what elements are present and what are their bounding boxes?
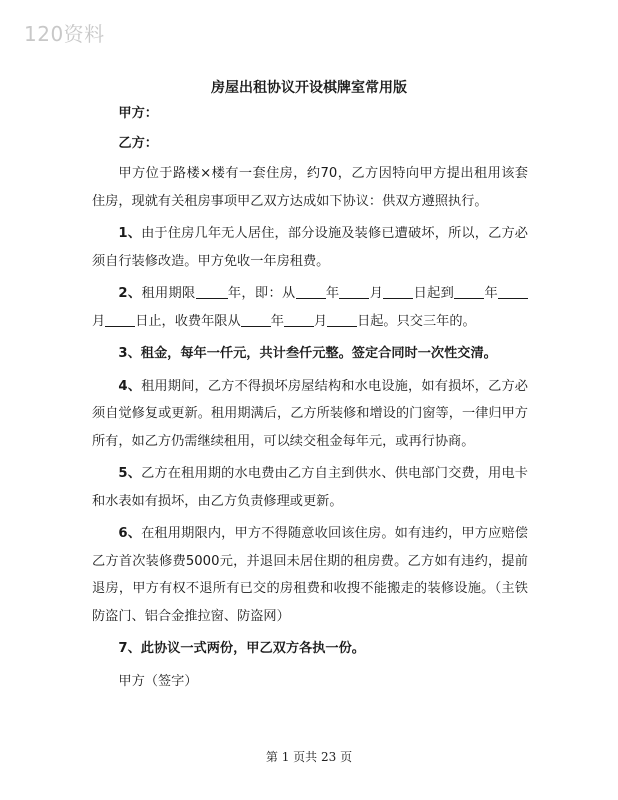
fill-blank [498,284,528,299]
clause-text: 租用期限 [141,286,196,301]
clause-text: 月 [369,286,384,301]
party-a-label: 甲方： [118,106,158,121]
intro-paragraph: 甲方位于路楼×楼有一套住房，约70，乙方因特向甲方提出租用该套住房，现就有关租房事项甲乙双方达成如下协议：供双方遵照执行。 [92,166,528,209]
clause-number: 1、 [118,226,142,241]
clause-text: 由于住房几年无人居住，部分设施及装修已遭破坏，所以，乙方必须自行装修改造。甲方免收一年房租费。 [92,226,528,269]
clause-text: 租金，每年一仟元，共计叁仟元整。签定合同时一次性交清。 [140,346,497,361]
clause-text: 月 [92,313,106,329]
clause-text: 此协议一式两份，甲乙双方各执一份。 [140,641,365,656]
fill-blank [383,284,413,299]
clause-text: 年 [484,286,499,301]
clause-text: 年 [270,313,284,329]
clause-text: 日止，收费年限从 [135,313,241,329]
clause-number: 2、 [118,286,142,301]
clause-text: 年 [325,286,340,301]
fill-blank [241,312,271,327]
clause-text: 租用期间，乙方不得损坏房屋结构和水电设施，如有损坏，乙方必须自觉修复或更新。租用期满后，乙方所装修和增设的门窗等，一律归甲方所有，如乙方仍需继续租用，可以续交租金每年元，或再行协商。 [92,378,528,449]
fill-blank [327,312,357,327]
clause-number: 4、 [118,378,142,394]
clause-number: 5、 [118,466,142,481]
clause-text: 日起到 [413,286,455,301]
watermark: 120资料 [24,22,105,46]
clause-7 [92,635,528,663]
signature-party-a: 甲方（签字） [118,673,198,689]
clause-number: 6、 [118,526,142,541]
clause-3 [92,340,528,368]
clause-4 [92,373,528,456]
fill-blank [196,284,228,299]
clause-text: 年，即：从 [227,286,296,301]
clause-text: 乙方在租用期的水电费由乙方自主到供水、供电部门交费，用电卡和水表如有损坏，由乙方负责修理或更新。 [92,466,528,509]
fill-blank [296,284,326,299]
clause-6 [92,520,528,630]
fill-blank [284,312,314,327]
fill-blank [105,312,135,327]
document-body [92,100,528,700]
clause-text: 在租用期限内，甲方不得随意收回该住房。如有违约，甲方应赔偿乙方首次装修费5000元，并退回未居住期的租房费。乙方如有违约，提前退房，甲方有权不退所有已交的房租费和收搜不能搬走的装修设施。（主铁防盗门、铝合金推拉窗、防盗网） [92,526,528,624]
clause-2 [92,280,528,335]
clause-5 [92,460,528,515]
party-b-label: 乙方： [118,136,158,151]
document-title: 房屋出租协议开设棋牌室常用版 [211,80,407,96]
clause-number: 3、 [118,346,141,361]
clause-number: 7、 [118,641,141,656]
fill-blank [454,284,484,299]
page-footer: 第 1 页共 23 页 [265,750,353,764]
clause-text: 月 [313,313,328,329]
clause-text: 日起。只交三年的。 [357,313,476,329]
fill-blank [339,284,369,299]
clause-1 [92,220,528,275]
